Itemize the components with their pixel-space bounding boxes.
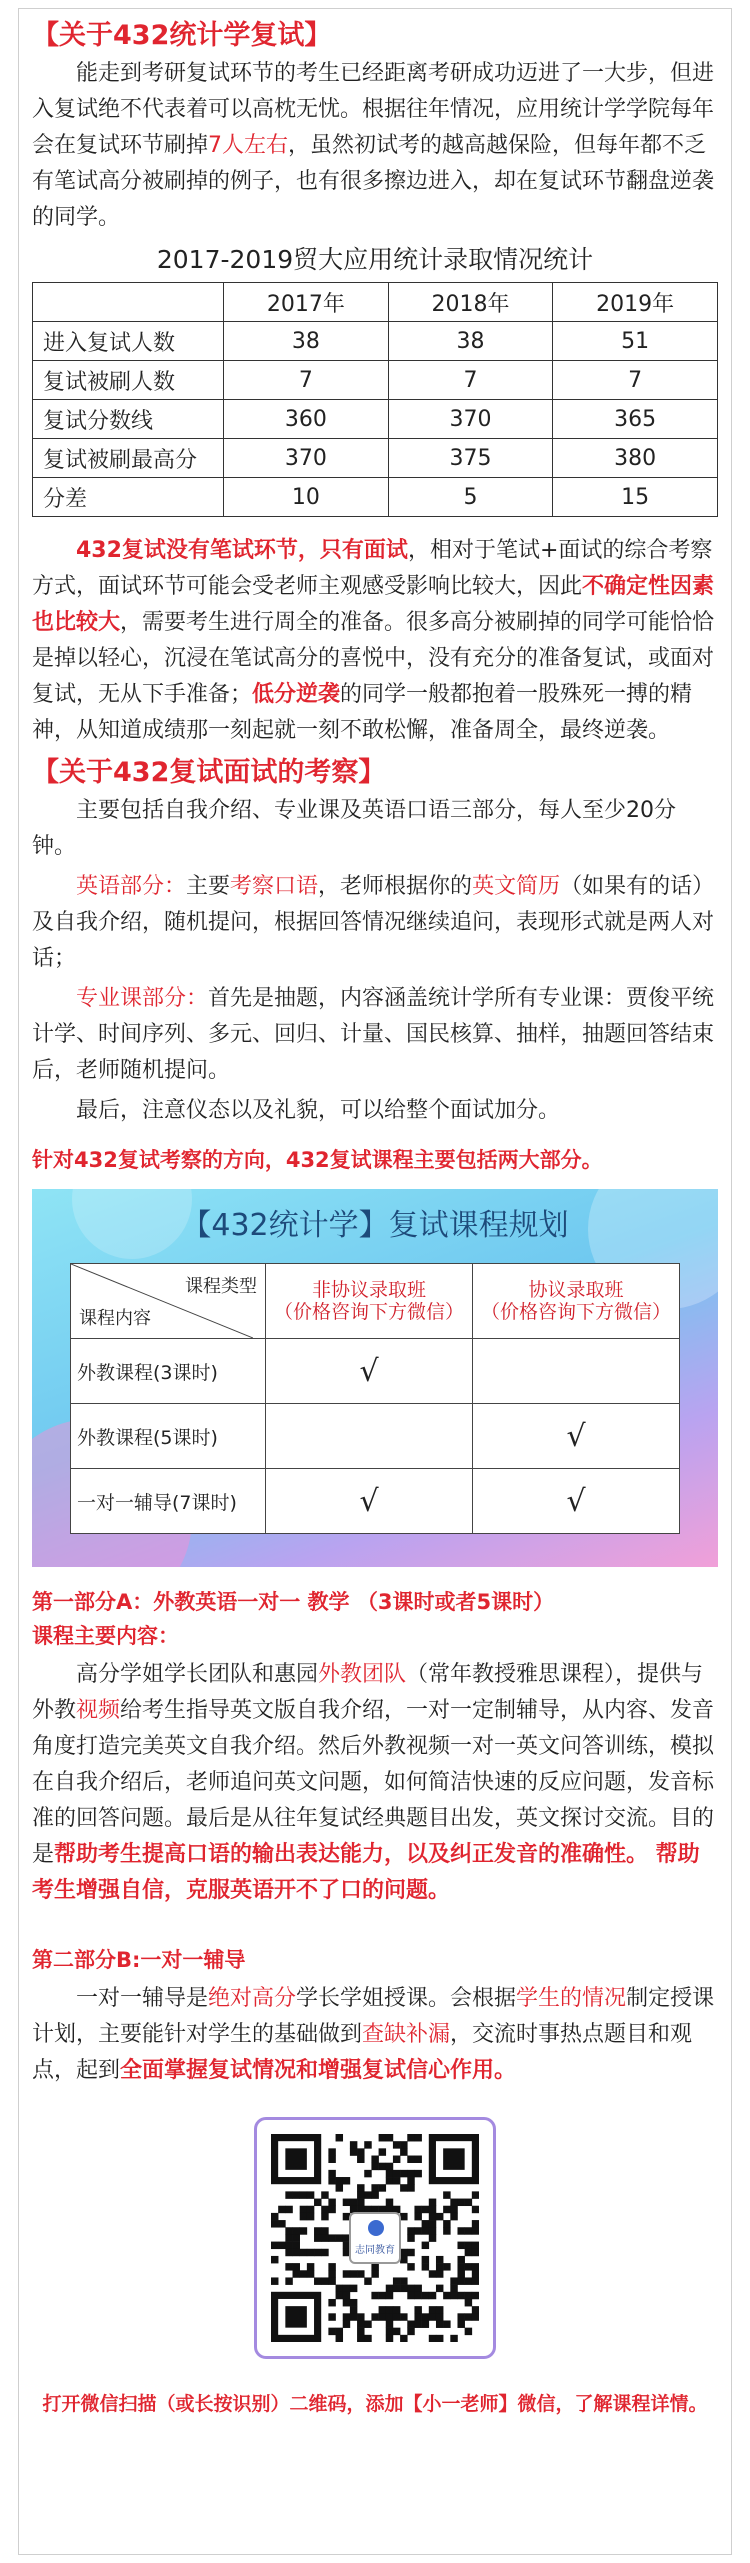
stats-row-label xyxy=(33,283,224,322)
part-a-title: 第一部分A：外教英语一对一 教学 （3课时或者5课时） xyxy=(32,1590,555,1614)
stats-cell: 370 xyxy=(388,400,553,439)
stats-cell: 38 xyxy=(224,322,389,361)
check-icon: √ xyxy=(473,1469,680,1534)
stats-cell: 2019年 xyxy=(553,283,718,322)
diagonal-header-cell xyxy=(71,1264,266,1339)
check-icon: √ xyxy=(266,1469,473,1534)
interview-analysis-paragraph: 432复试没有笔试环节，只有面试，相对于笔试+面试的综合考察方式，面试环节可能会受老师主观感受影响比较大，因此不确定性因素也比较大，需要考生进行周全的准备。很多高分被刷掉的同学可能恰恰是掉以轻心，沉浸在笔试高分的喜悦中，没有充分的准备复试，或面对复试，无从下手准备；低分逆袭的同学一般都抱着一股殊死一搏的精神，从知道成绩那一刻起就一刻不敢松懈，准备周全，最终逆袭。 xyxy=(32,538,715,743)
stats-cell: 51 xyxy=(553,322,718,361)
footer-cta: 打开微信扫描（或长按识别）二维码，添加【小一老师】微信，了解课程详情。 xyxy=(42,2393,708,2415)
stats-cell: 2018年 xyxy=(388,283,553,322)
check-icon: √ xyxy=(266,1339,473,1404)
part-a-paragraph: 高分学姐学长团队和惠园外教团队（常年教授雅思课程），提供与外教视频给考生指导英文版自我介绍，一对一定制辅导，从内容、发音角度打造完美英文自我介绍。然后外教视频一对一英文问答训练，模拟在自我介绍后，老师追问英文问题，如何简洁快速的反应问题，发音标准的回答问题。最后是从往年复试经典题目出发，英文探讨交流。目的是帮助考生提高口语的输出表达能力，以及纠正发音的准确性。 帮助考生增强自信，克服英语开不了口的问题。 xyxy=(32,1662,715,1903)
wechat-qr-code[interactable] xyxy=(254,2117,496,2359)
stats-row xyxy=(33,322,718,361)
course-plan-banner xyxy=(32,1189,718,1567)
stats-cell: 2017年 xyxy=(224,283,389,322)
part-b-title: 第二部分B:一对一辅导 xyxy=(32,1948,246,1972)
check-cell xyxy=(266,1404,473,1469)
section-title-retest: 【关于432统计学复试】 xyxy=(32,20,332,51)
course-row xyxy=(71,1469,680,1534)
stats-cell: 7 xyxy=(388,361,553,400)
qr-logo-text: 志同教育 xyxy=(355,2245,395,2256)
major-part-paragraph: 专业课部分：首先是抽题，内容涵盖统计学所有专业课：贾俊平统计学、时间序列、多元、回归、计量、国民核算、抽样，抽题回答结束后，老师随机提问。 xyxy=(32,986,715,1083)
course-plan-table xyxy=(70,1263,680,1534)
stats-cell: 380 xyxy=(553,439,718,478)
section-title-interview: 【关于432复试面试的考察】 xyxy=(32,757,386,788)
stats-row xyxy=(33,439,718,478)
article-content xyxy=(32,16,718,2419)
header-course-content: 课程内容 xyxy=(79,1308,151,1329)
banner-title: 【432统计学】复试课程规划 xyxy=(181,1208,569,1243)
stats-cell: 15 xyxy=(553,478,718,517)
stats-table-title: 2017-2019贸大应用统计录取情况统计 xyxy=(156,245,594,274)
course-name: 外教课程(5课时) xyxy=(71,1404,266,1469)
stats-cell: 370 xyxy=(224,439,389,478)
part-b-paragraph: 一对一辅导是绝对高分学长学姐授课。会根据学生的情况制定授课计划，主要能针对学生的基础做到查缺补漏，交流时事热点题目和观点，起到全面掌握复试情况和增强复试信心作用。 xyxy=(32,1986,715,2083)
stats-cell: 5 xyxy=(388,478,553,517)
stats-header-row xyxy=(33,283,718,322)
stats-cell: 365 xyxy=(553,400,718,439)
qr-logo xyxy=(349,2212,401,2264)
logo-icon xyxy=(368,2220,384,2236)
stats-cell: 375 xyxy=(388,439,553,478)
stats-cell: 360 xyxy=(224,400,389,439)
check-icon: √ xyxy=(473,1404,680,1469)
stats-row xyxy=(33,361,718,400)
header-agreement-class: 协议录取班 （价格咨询下方微信） xyxy=(473,1264,680,1339)
course-name: 一对一辅导(7课时) xyxy=(71,1469,266,1534)
stats-cell: 7 xyxy=(224,361,389,400)
header-non-agreement-class: 非协议录取班 （价格咨询下方微信） xyxy=(266,1264,473,1339)
course-row xyxy=(71,1404,680,1469)
stats-cell: 10 xyxy=(224,478,389,517)
course-name: 外教课程(3课时) xyxy=(71,1339,266,1404)
check-cell xyxy=(473,1339,680,1404)
course-row xyxy=(71,1339,680,1404)
stats-row-label: 分差 xyxy=(33,478,224,517)
english-part-paragraph: 英语部分：主要考察口语，老师根据你的英文简历（如果有的话）及自我介绍，随机提问，根据回答情况继续追问，表现形式就是两人对话； xyxy=(32,874,715,971)
stats-row-label: 进入复试人数 xyxy=(33,322,224,361)
stats-row-label: 复试被刷人数 xyxy=(33,361,224,400)
stats-cell: 7 xyxy=(553,361,718,400)
stats-row-label: 复试被刷最高分 xyxy=(33,439,224,478)
etiquette-paragraph: 最后，注意仪态以及礼貌，可以给整个面试加分。 xyxy=(76,1098,561,1123)
interview-overview: 主要包括自我介绍、专业课及英语口语三部分，每人至少20分钟。 xyxy=(32,798,676,859)
stats-table xyxy=(32,282,718,517)
header-course-type: 课程类型 xyxy=(185,1276,257,1297)
stats-row xyxy=(33,478,718,517)
part-a-subtitle: 课程主要内容： xyxy=(32,1624,179,1648)
stats-cell: 38 xyxy=(388,322,553,361)
stats-row-label: 复试分数线 xyxy=(33,400,224,439)
stats-row xyxy=(33,400,718,439)
intro-paragraph: 能走到考研复试环节的考生已经距离考研成功迈进了一大步，但进入复试绝不代表着可以高枕无忧。根据往年情况，应用统计学学院每年会在复试环节刷掉7人左右，虽然初试考的越高越保险，但每年都不乏有笔试高分被刷掉的例子，也有很多擦边进入，却在复试环节翻盘逆袭的同学。 xyxy=(32,61,715,230)
course-note: 针对432复试考察的方向，432复试课程主要包括两大部分。 xyxy=(32,1148,603,1172)
